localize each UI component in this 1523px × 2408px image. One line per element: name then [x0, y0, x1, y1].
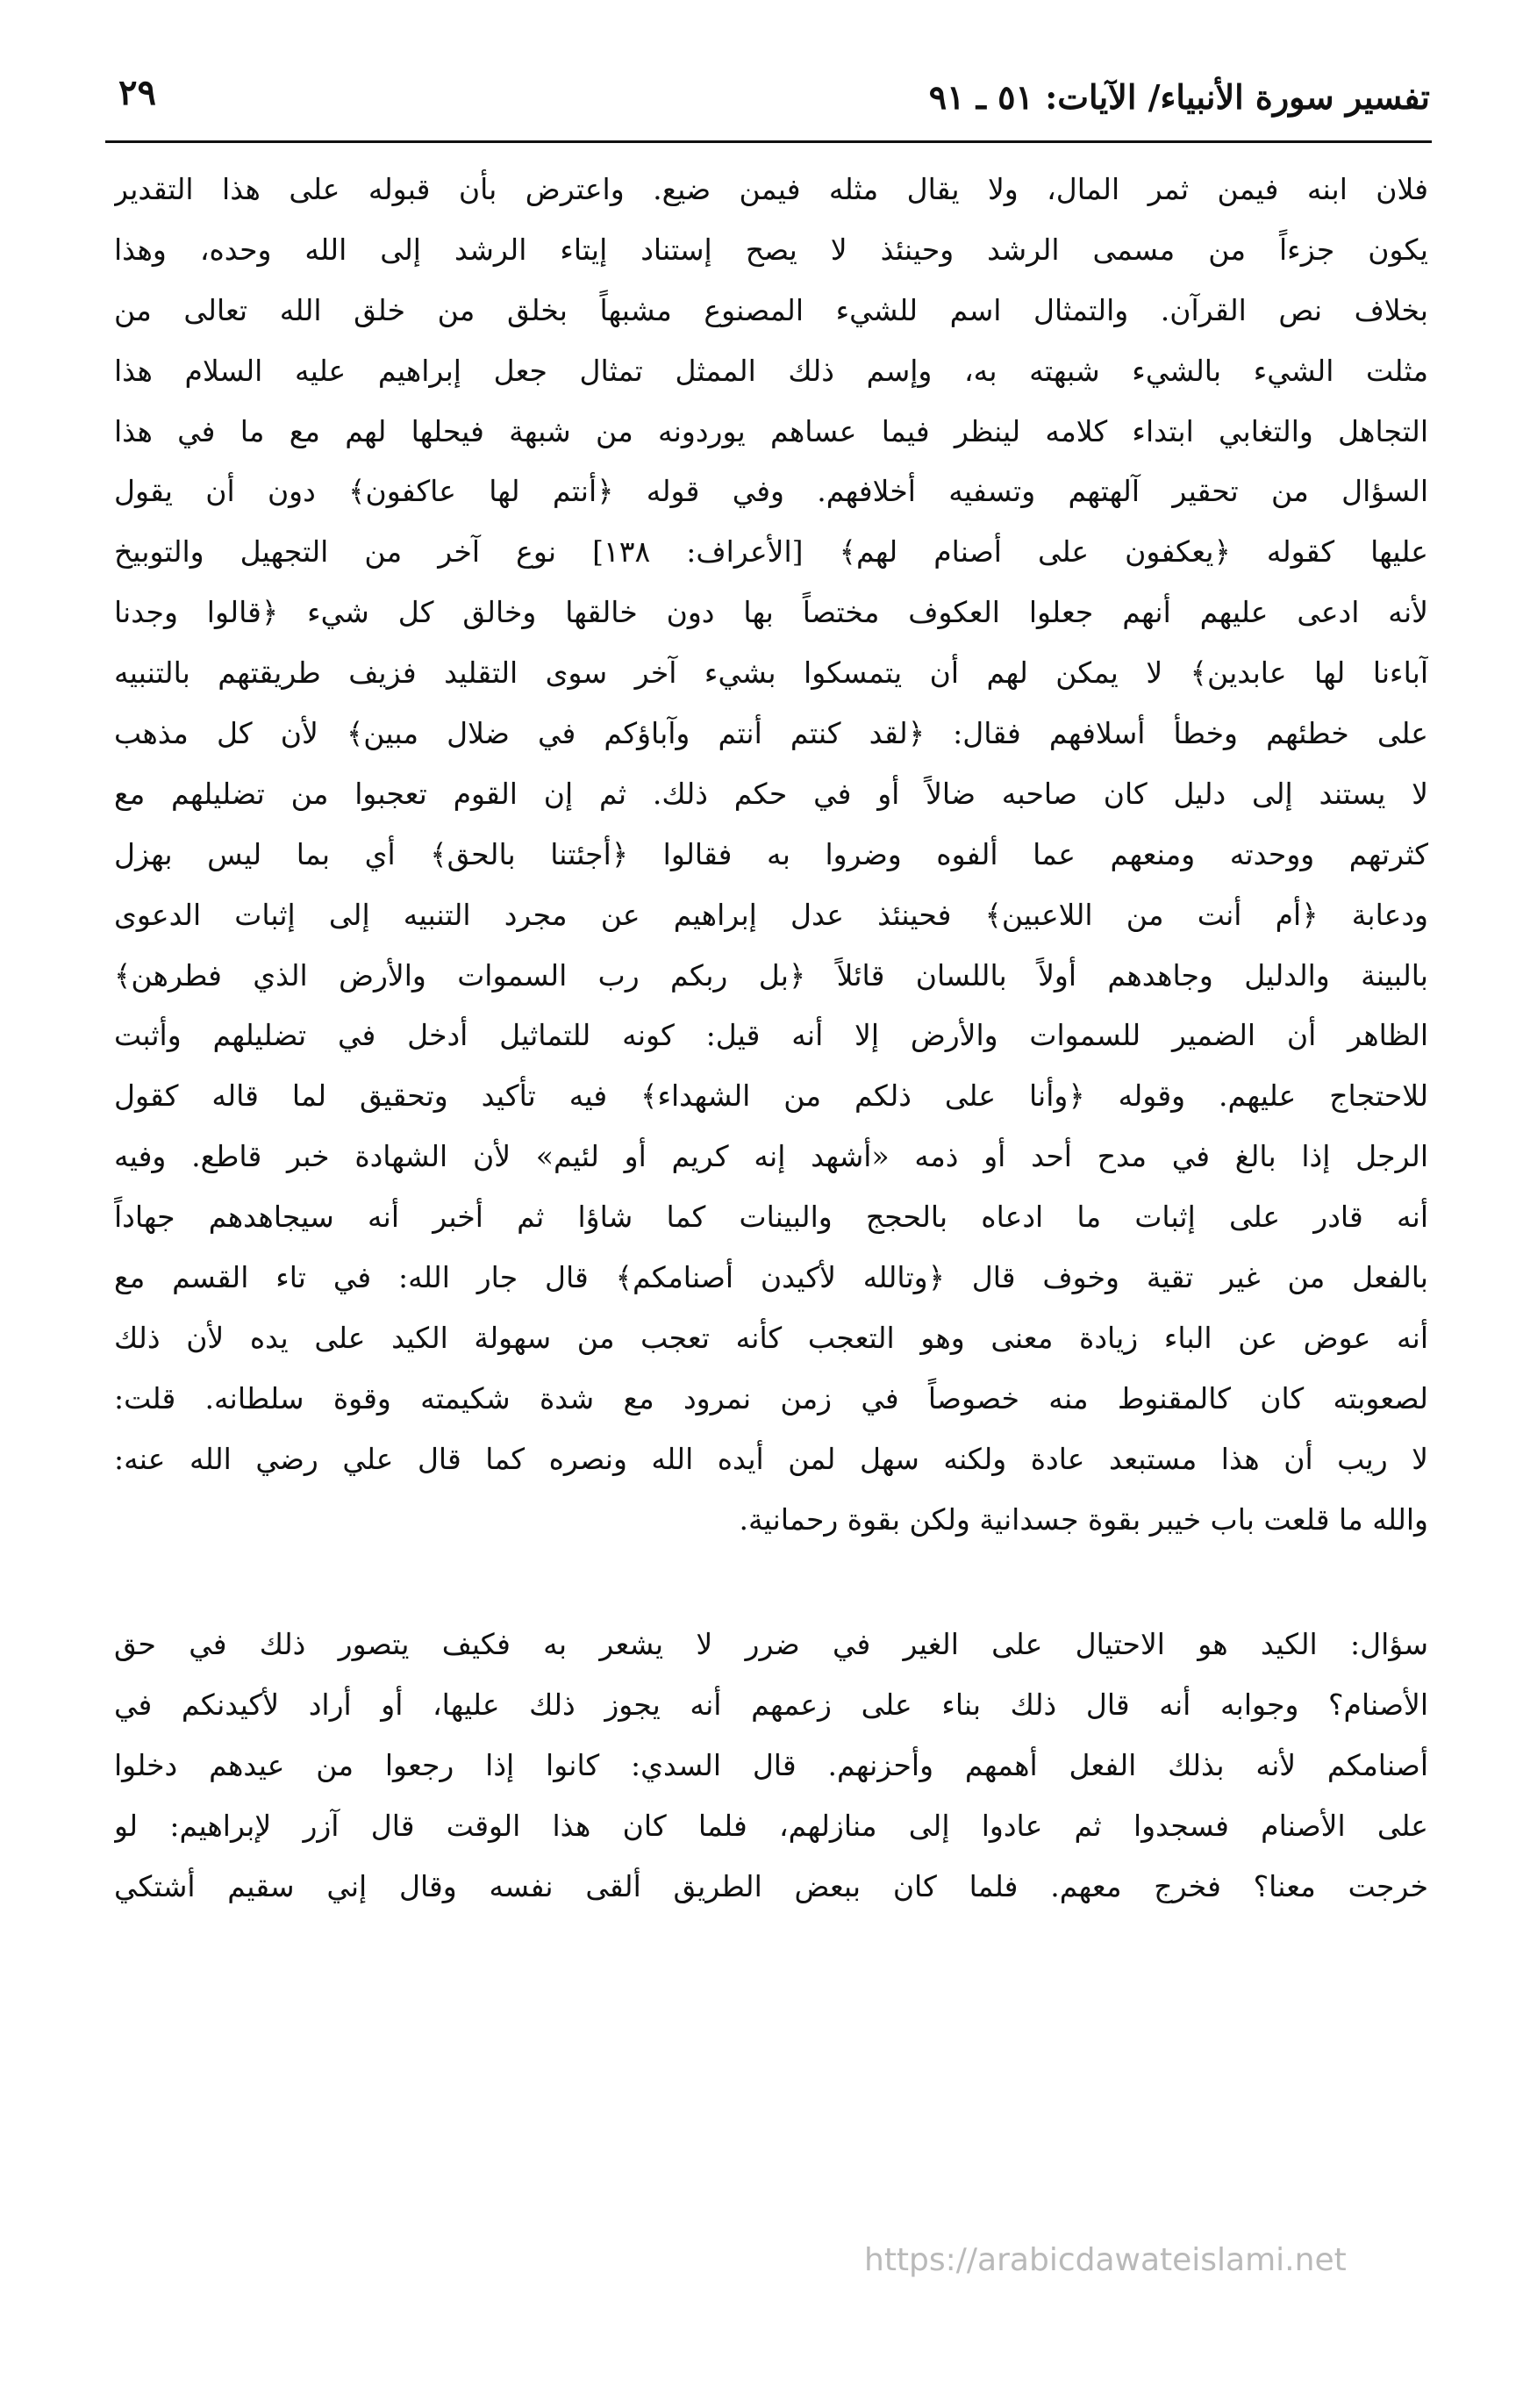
- text-line: يكون جزءاً من مسمى الرشد وحينئذ لا يصح إستناد إيتاء الرشد إلى الله وحده، وهذا: [114, 232, 1428, 267]
- text-line: بخلاف نص القرآن. والتمثال اسم للشيء المصنوع مشبهاً بخلق من خلق الله تعالى من: [114, 292, 1428, 327]
- text-line: الظاهر أن الضمير للسموات والأرض إلا أنه قيل: كونه للتماثيل أدخل في تضليلهم وأثبت: [114, 1018, 1428, 1053]
- text-line: لأنه ادعى عليهم أنهم جعلوا العكوف مختصاً بها دون خالقها وخالق كل شيء ﴿قالوا وجدنا: [114, 595, 1428, 630]
- text-line: لصعوبته كان كالمقنوط منه خصوصاً في زمن نمرود مع شدة شكيمته وقوة سلطانه. قلت:: [114, 1380, 1428, 1415]
- page-header: [110, 72, 1430, 139]
- page-number: ٢٩: [118, 72, 156, 113]
- text-line: بالبينة والدليل وجاهدهم أولاً باللسان قائلاً ﴿بل ربكم رب السموات والأرض الذي فطرهن﴾: [114, 957, 1428, 993]
- website-watermark: https://arabicdawateislami.net: [864, 2242, 1347, 2278]
- text-line: على خطئهم وخطأ أسلافهم فقال: ﴿لقد كنتم أنتم وآباؤكم في ضلال مبين﴾ لأن كل مذهب: [114, 716, 1428, 751]
- text-line: أنه عوض عن الباء زيادة معنى وهو التعجب كأنه تعجب من سهولة الكيد على يده لأن ذلك: [114, 1320, 1428, 1355]
- text-line: بالفعل من غير تقية وخوف قال ﴿وتالله لأكيدن أصنامكم﴾ قال جار الله: في تاء القسم مع: [114, 1260, 1428, 1295]
- text-line: التجاهل والتغابي ابتداء كلامه لينظر فيما عساهم يوردونه من شبهة فيحلها لهم مع ما في هذا: [114, 413, 1428, 448]
- text-line: ودعابة ﴿أم أنت من اللاعبين﴾ فحينئذ عدل إبراهيم عن مجرد التنبيه إلى إثبات الدعوى: [114, 897, 1428, 932]
- text-line: للاحتجاج عليهم. وقوله ﴿وأنا على ذلكم من الشهداء﴾ فيه تأكيد وتحقيق لما قاله كقول: [114, 1079, 1428, 1114]
- body-text: [114, 160, 1428, 1917]
- text-line: الرجل إذا بالغ في مدح أحد أو ذمه «أشهد إنه كريم أو لئيم» لأن الشهادة خبر قاطع. وفيه: [114, 1139, 1428, 1174]
- text-line: فلان ابنه فيمن ثمر المال، ولا يقال مثله فيمن ضيع. واعترض بأن قبوله على هذا التقدير: [114, 172, 1428, 206]
- text-line: خرجت معنا؟ فخرج معهم. فلما كان ببعض الطريق ألقى نفسه وقال إني سقيم أشتكي: [114, 1869, 1428, 1904]
- running-head-title: تفسير سورة الأنبياء/ الآيات: ٥١ ـ ٩١: [928, 77, 1430, 117]
- text-line: على الأصنام فسجدوا ثم عادوا إلى منازلهم، فلما كان هذا الوقت قال آزر لإبراهيم: لو: [114, 1809, 1428, 1844]
- text-line: أصنامكم لأنه بذلك الفعل أهمهم وأحزنهم. قال السدي: كانوا إذا رجعوا من عيدهم دخلوا: [114, 1748, 1428, 1783]
- text-line: سؤال: الكيد هو الاحتيال على الغير في ضرر لا يشعر به فكيف يتصور ذلك في حق: [114, 1627, 1428, 1662]
- text-line: عليها كقوله ﴿يعكفون على أصنام لهم﴾ [الأعراف: ١٣٨] نوع آخر من التجهيل والتوبيخ: [114, 534, 1428, 570]
- text-line: أنه قادر على إثبات ما ادعاه بالحجج والبينات كما شاؤا ثم أخبر أنه سيجاهدهم جهاداً: [114, 1200, 1428, 1235]
- text-line: الأصنام؟ وجوابه أنه قال ذلك بناء على زعمهم أنه يجوز ذلك عليها، أو أراد لأكيدنكم في: [114, 1688, 1428, 1723]
- text-line: مثلت الشيء بالشيء شبهته به، وإسم ذلك الممثل تمثال جعل إبراهيم عليه السلام هذا: [114, 353, 1428, 388]
- paragraph-gap: [114, 1550, 1428, 1615]
- text-line: كثرتهم ووحدته ومنعهم عما ألفوه وضروا به فقالوا ﴿أجئتنا بالحق﴾ أي بما ليس بهزل: [114, 836, 1428, 871]
- text-line: لا يستند إلى دليل كان صاحبه ضالاً أو في حكم ذلك. ثم إن القوم تعجبوا من تضليلهم مع: [114, 776, 1428, 811]
- text-line: آباءنا لها عابدين﴾ لا يمكن لهم أن يتمسكوا بشيء آخر سوى التقليد فزيف طريقتهم بالتنبيه: [114, 656, 1428, 691]
- paragraph-end-line: والله ما قلعت باب خيبر بقوة جسدانية ولكن بقوة رحمانية.: [739, 1501, 1428, 1537]
- text-line: لا ريب أن هذا مستبعد عادة ولكنه سهل لمن أيده الله ونصره كما قال علي رضي الله عنه:: [114, 1441, 1428, 1476]
- header-divider: [105, 140, 1432, 143]
- text-line: السؤال من تحقير آلهتهم وتسفيه أخلافهم. وفي قوله ﴿أنتم لها عاكفون﴾ دون أن يقول: [114, 474, 1428, 509]
